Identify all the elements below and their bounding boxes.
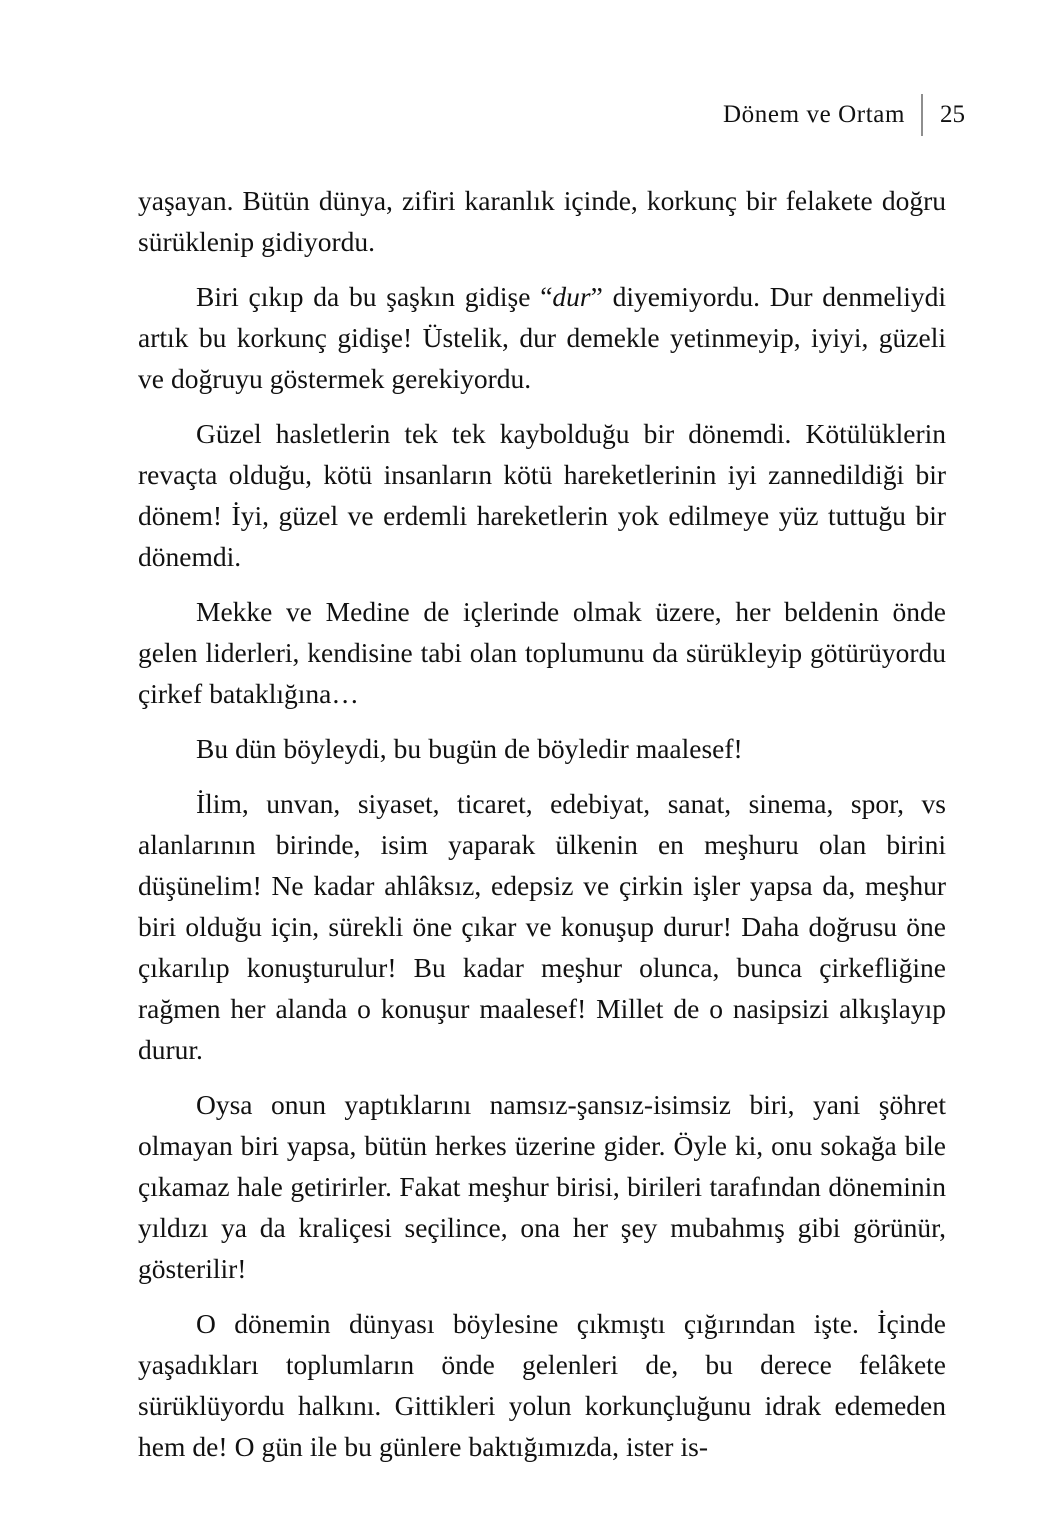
running-head-chapter-title: Dönem ve Ortam (723, 101, 905, 128)
running-head (723, 93, 965, 137)
paragraph: Oysa onun yaptıklarını namsız-şansız-isimsiz biri, yani şöhret olmayan biri yapsa, bütün herkes üzerine gider. Öyle ki, onu sokağa bile çıkamaz hale getirirler. Fakat meşhur birisi, birileri tarafından döneminin yıldızı ya da kraliçesi seçilince, ona her şey mubahmış gibi görünür, gösterilir! (138, 1089, 946, 1284)
paragraph: İlim, unvan, siyaset, ticaret, edebiyat, sanat, sinema, spor, vs alanlarının birinde, isim yaparak ülkenin en meşhuru olan birini düşünelim! Ne kadar ahlâksız, edepsiz ve çirkin işler yapsa da, meşhur biri olduğu için, sürekli öne çıkar ve konuşup durur! Daha doğrusu öne çıkarılıp konuşturulur! Bu kadar meşhur olunca, bunca çirkefliğine rağmen her alanda o konuşur maalesef! Millet de o nasipsizi alkışlayıp durur. (138, 788, 946, 1065)
paragraph: Bu dün böyleydi, bu bugün de böyledir maalesef! (196, 733, 743, 764)
emphasis-dur: dur (552, 281, 591, 312)
page-number: 25 (940, 101, 965, 128)
paragraph: yaşayan. Bütün dünya, zifiri karanlık içinde, korkunç bir felakete doğru sürüklenip gidiyordu. (138, 185, 946, 257)
paragraph-text-segment: Biri çıkıp da bu şaşkın gidişe “ (196, 281, 553, 312)
body-text-block (138, 180, 946, 1467)
paragraph: Mekke ve Medine de içlerinde olmak üzere, her beldenin önde gelen liderleri, kendisine tabi olan toplumunu da sürükleyip götürüyordu çirkef bataklığına… (138, 596, 946, 709)
paragraph-text-segment: ” diyemiyordu. Dur denmeliydi artık bu korkunç gidişe! Üstelik, dur demekle yetinmeyip, iyiyi, güzeli ve doğruyu göstermek gerekiyordu. (138, 281, 946, 394)
paragraph: O dönemin dünyası böylesine çıkmıştı çığırından işte. İçinde yaşadıkları toplumların önde gelenleri de, bu derece felâkete sürüklüyordu halkını. Gittikleri yolun korkunçluğunu idrak edemeden hem de! O gün ile bu günlere baktığımızda, ister is- (138, 1308, 946, 1462)
paragraph: Güzel hasletlerin tek tek kaybolduğu bir dönemdi. Kötülüklerin revaçta olduğu, kötü insanların kötü hareketlerinin iyi zannedildiği bir dönem! İyi, güzel ve erdemli hareketlerin yok edilmeye yüz tuttuğu bir dönemdi. (138, 418, 946, 572)
paragraph (138, 276, 946, 399)
